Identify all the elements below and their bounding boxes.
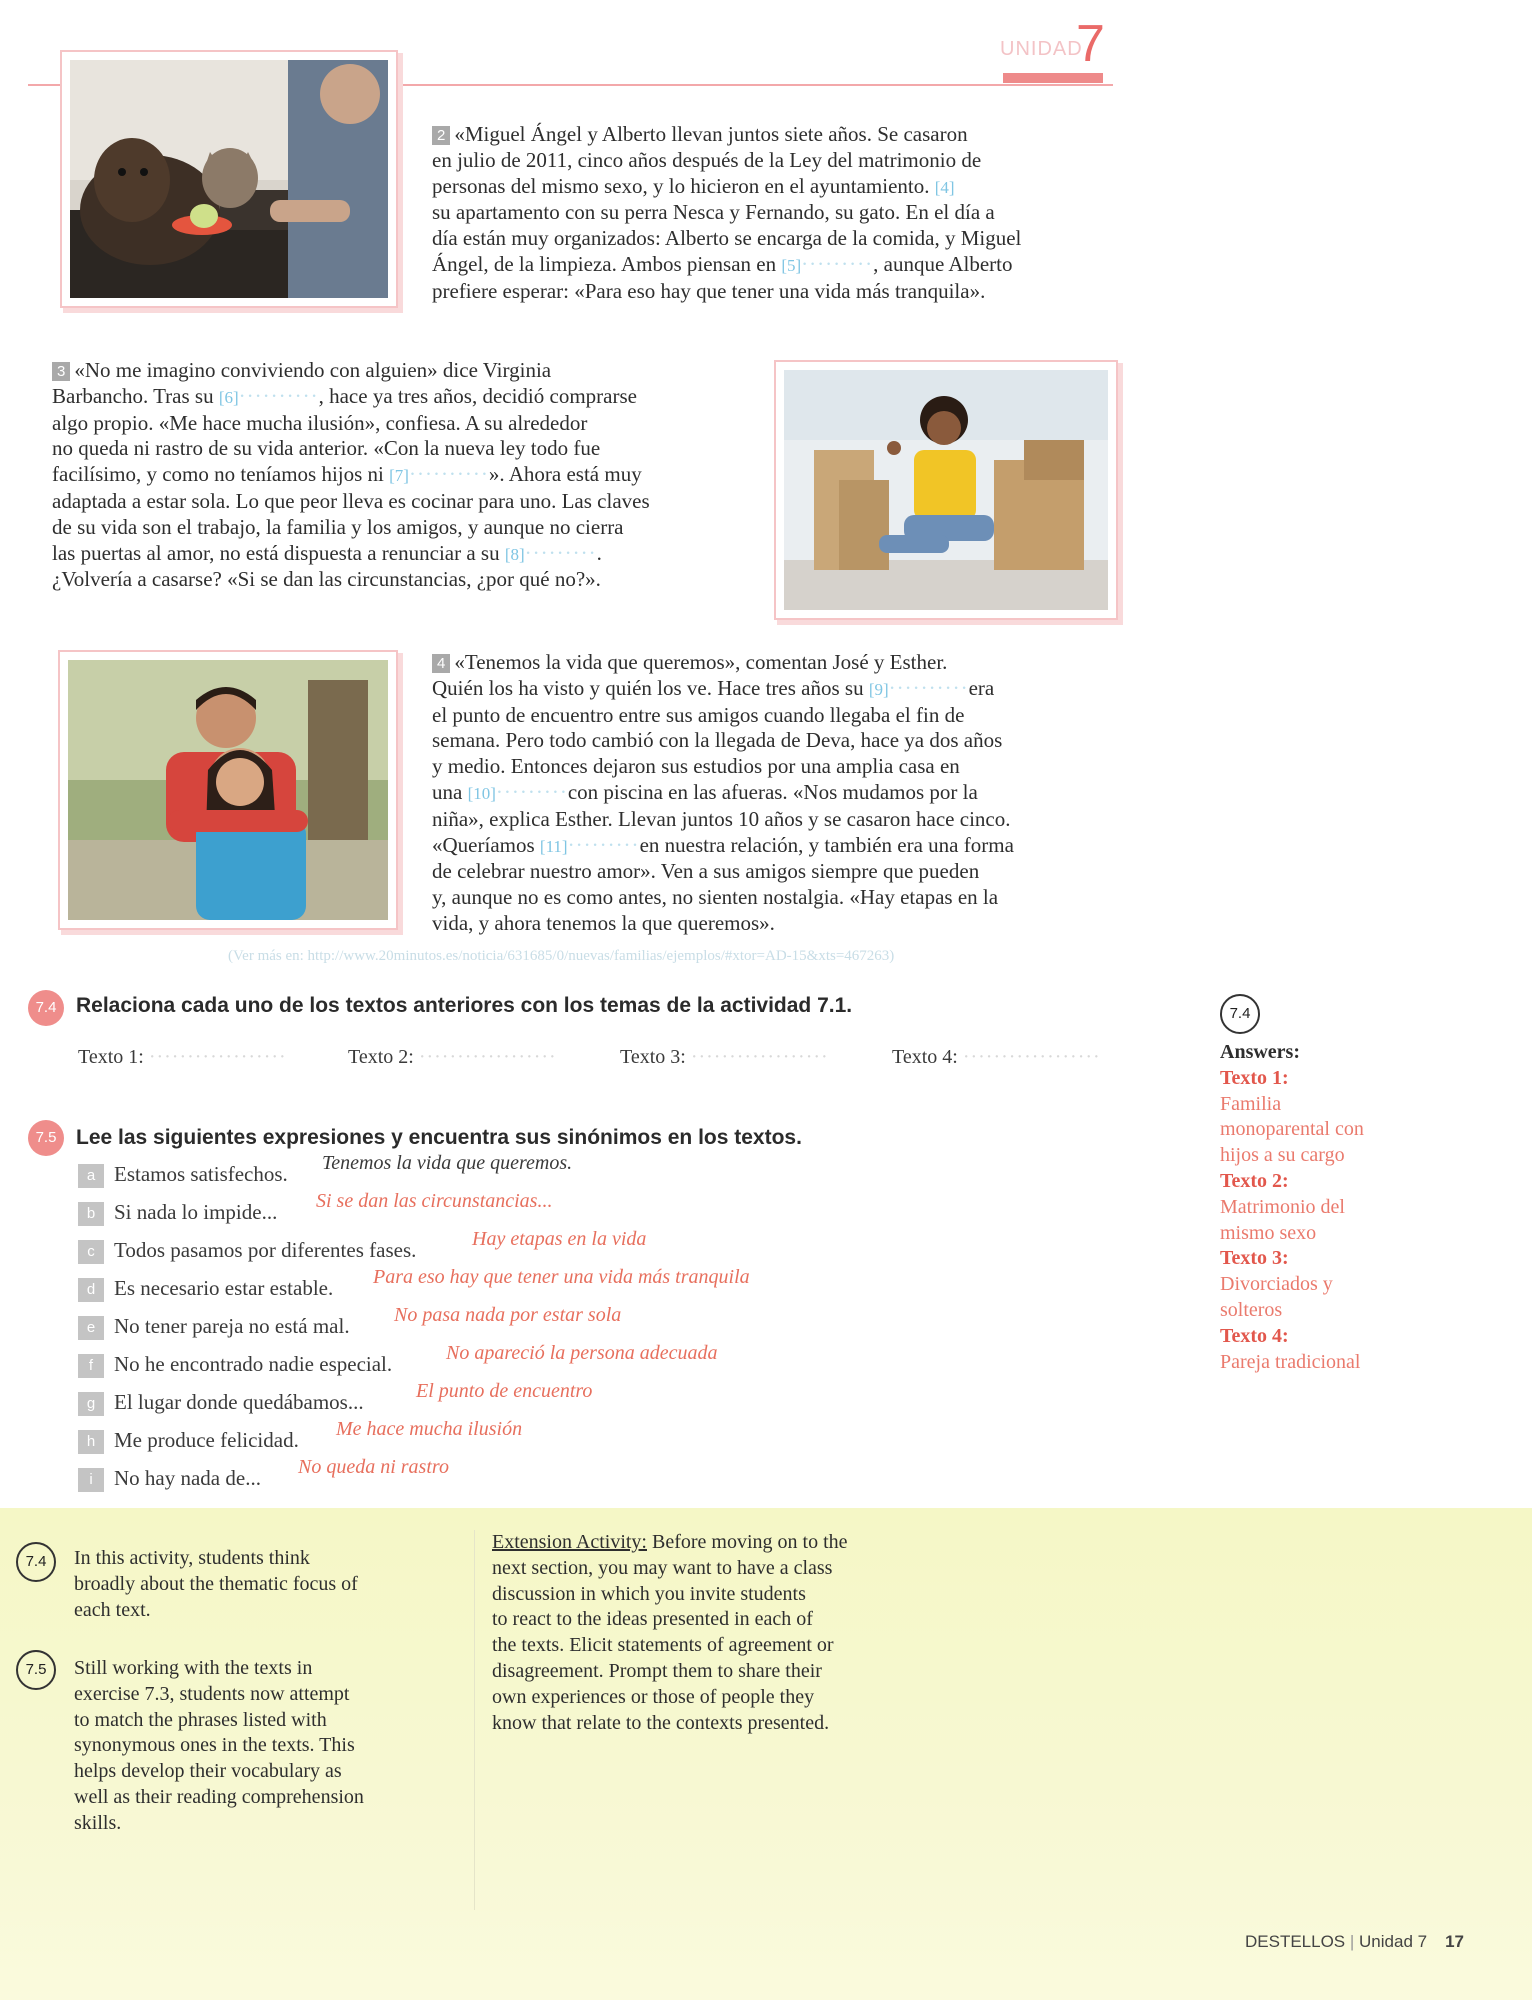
text-4-line-11: vida, y ahora tenemos la que queremos».	[432, 910, 775, 935]
expression-answer: Si se dan las circunstancias...	[316, 1190, 553, 1212]
texto-3-answer	[620, 1046, 829, 1069]
note-line: In this activity, students think	[74, 1547, 310, 1569]
text-4-line-2b: era	[968, 675, 995, 700]
text-2	[432, 122, 1112, 305]
text-4-line-4: semana. Pero todo cambió con la llegada de Deva, hace ya dos años	[432, 728, 1003, 753]
answer-texto-2-line: mismo sexo	[1220, 1221, 1317, 1244]
blank-10: [10]	[467, 783, 496, 803]
answers-sidebar	[1220, 1040, 1440, 1375]
page-footer: DESTELLOS | Unidad 7 17	[1245, 1932, 1465, 1951]
text-4-line-8a: «Queríamos	[432, 832, 540, 857]
text-3-line-9: ¿Volvería a casarse? «Si se dan las circunstancias, ¿por qué no?».	[52, 567, 601, 592]
letter-box: d	[78, 1278, 104, 1302]
text-2-line-6: Ángel, de la limpieza. Ambos piensan en	[432, 251, 782, 276]
note-7-4-badge: 7.4	[16, 1542, 56, 1582]
extension-line: disagreement. Prompt them to share their	[492, 1659, 822, 1682]
blank-4: [4]	[934, 177, 955, 197]
expression-phrase: Si nada lo impide...	[114, 1200, 278, 1224]
texto-4-answer	[892, 1046, 1101, 1069]
text-3-line-8b: .	[596, 540, 602, 565]
text-4-line-6a: una	[432, 779, 468, 804]
answer-dots: ··················	[148, 1046, 287, 1068]
text-2-line-7: prefiere esperar: «Para eso hay que tener una vida más tranquila».	[432, 278, 986, 303]
expression-answer: No queda ni rastro	[298, 1456, 449, 1478]
text-4-line-3: el punto de encuentro entre sus amigos cuando llegaba el fin de	[432, 702, 965, 727]
expression-phrase: No hay nada de...	[114, 1466, 261, 1490]
footer-book: DESTELLOS	[1245, 1932, 1346, 1951]
answer-texto-2-line: Matrimonio del	[1220, 1195, 1345, 1218]
blank-11: [11]	[539, 836, 568, 856]
note-line: exercise 7.3, students now attempt	[74, 1682, 350, 1705]
expression-phrase: Estamos satisfechos.	[114, 1162, 288, 1186]
expression-phrase: No tener pareja no está mal.	[114, 1314, 350, 1338]
text-3	[52, 358, 762, 593]
photo-man-with-pets	[62, 52, 396, 306]
text-number-badge: 3	[52, 362, 70, 381]
footer-unit: Unidad 7	[1359, 1932, 1428, 1951]
text-3-line-4: no queda ni rastro de su vida anterior. «Con la nueva ley todo fue	[52, 436, 601, 461]
text-3-line-3: algo propio. «Me hace mucha ilusión», confiesa. A su alrededor	[52, 410, 588, 435]
answer-texto-3-label: Texto 3:	[1220, 1247, 1289, 1270]
answer-texto-1-line: Familia	[1220, 1092, 1282, 1115]
answer-texto-1-line: hijos a su cargo	[1220, 1144, 1345, 1167]
note-line: helps develop their vocabulary as	[74, 1760, 342, 1783]
note-7-5-badge: 7.5	[16, 1650, 56, 1690]
texto-3-label: Texto 3:	[620, 1046, 686, 1068]
letter-box: c	[78, 1240, 104, 1264]
blank-10-dots: ·········	[495, 779, 568, 804]
answer-texto-3-line: solteros	[1220, 1298, 1283, 1321]
expression-answer: No apareció la persona adecuada	[446, 1342, 718, 1364]
letter-box: a	[78, 1164, 104, 1188]
answer-dots: ··················	[690, 1046, 829, 1068]
blank-8: [8]	[504, 544, 525, 564]
text-2-line-2: en julio de 2011, cinco años después de la Ley del matrimonio de	[432, 147, 982, 172]
letter-box: h	[78, 1430, 104, 1454]
page-number: 17	[1445, 1932, 1465, 1951]
extension-line: know that relate to the contexts presented.	[492, 1711, 830, 1734]
activity-7-4-badge: 7.4	[28, 990, 64, 1026]
text-3-line-2a: Barbancho. Tras su	[52, 383, 219, 408]
text-number-badge: 4	[432, 654, 450, 673]
text-4-line-5: y medio. Entonces dejaron sus estudios por una amplia casa en	[432, 754, 960, 779]
answers-heading: Answers:	[1220, 1041, 1300, 1063]
answer-dots: ··················	[418, 1046, 557, 1068]
answer-dots: ··················	[962, 1046, 1101, 1068]
extension-line: the texts. Elicit statements of agreement or	[492, 1634, 834, 1657]
text-2-line-6-end: , aunque Alberto	[873, 251, 1013, 276]
extension-line: discussion in which you invite students	[492, 1582, 806, 1605]
blank-9: [9]	[868, 679, 889, 699]
source-link[interactable]: (Ver más en: http://www.20minutos.es/noticia/631685/0/nuevas/familias/ejemplos/#xtor=AD-15&xts=467263)	[228, 948, 895, 964]
answer-texto-4-line: Pareja tradicional	[1220, 1350, 1361, 1373]
texto-1-label: Texto 1:	[78, 1046, 144, 1068]
note-line: to match the phrases listed with	[74, 1708, 327, 1731]
text-4-line-9: de celebrar nuestro amor». Ven a sus amigos siempre que pueden	[432, 859, 980, 884]
note-line: synonymous ones in the texts. This	[74, 1734, 355, 1757]
blank-8-dots: ·········	[524, 540, 597, 565]
text-4-line-6b: con piscina en las afueras. «Nos mudamos por la	[567, 779, 978, 804]
blank-7: [7]	[389, 466, 409, 486]
expression-phrase: Es necesario estar estable.	[114, 1276, 334, 1300]
expression-answer: No pasa nada por estar sola	[394, 1304, 622, 1326]
note-line: each text.	[74, 1598, 151, 1621]
text-2-line-4: su apartamento con su perra Nesca y Fernando, su gato. En el día a	[432, 200, 995, 225]
texto-2-label: Texto 2:	[348, 1046, 414, 1068]
expression-answer: El punto de encuentro	[416, 1380, 593, 1402]
notes-divider	[474, 1530, 475, 1910]
expression-answer: Hay etapas en la vida	[472, 1228, 647, 1250]
extension-activity	[492, 1530, 972, 1736]
letter-box: f	[78, 1354, 104, 1378]
text-4	[432, 650, 1122, 937]
activity-7-5-badge: 7.5	[28, 1120, 64, 1156]
extension-line: to react to the ideas presented in each of	[492, 1608, 813, 1631]
text-number-badge: 2	[432, 126, 450, 145]
blank-9-dots: ··········	[888, 675, 969, 700]
text-3-line-2b: , hace ya tres años, decidió comprarse	[318, 383, 637, 408]
text-3-line-1: «No me imagino conviviendo con alguien» dice Virginia	[74, 358, 552, 382]
text-3-line-8a: las puertas al amor, no está dispuesta a renunciar a su	[52, 540, 505, 565]
photo-couple	[60, 652, 396, 928]
note-7-5	[74, 1656, 464, 1837]
texto-1-answer	[78, 1046, 287, 1069]
blank-11-dots: ·········	[567, 832, 640, 857]
expression-phrase: Todos pasamos por diferentes fases.	[114, 1238, 417, 1262]
expression-phrase: No he encontrado nadie especial.	[114, 1352, 393, 1376]
blank-5: [5]	[781, 255, 802, 275]
expression-answer: Tenemos la vida que queremos.	[322, 1152, 573, 1174]
text-4-line-7: niña», explica Esther. Llevan juntos 10 años y se casaron hace cinco.	[432, 806, 1011, 831]
texto-4-label: Texto 4:	[892, 1046, 958, 1068]
expression-phrase: El lugar donde quedábamos...	[114, 1390, 364, 1414]
expression-phrase: Me produce felicidad.	[114, 1428, 299, 1452]
answer-texto-1-line: monoparental con	[1220, 1118, 1364, 1141]
text-4-line-10: y, aunque no es como antes, no sienten nostalgia. «Hay etapas en la	[432, 885, 999, 910]
unit-bar	[1003, 73, 1103, 83]
extension-line: own experiences or those of people they	[492, 1685, 815, 1708]
text-2-line-3: personas del mismo sexo, y lo hicieron en el ayuntamiento.	[432, 173, 935, 198]
answer-texto-2-label: Texto 2:	[1220, 1169, 1289, 1192]
answer-texto-4-label: Texto 4:	[1220, 1324, 1289, 1347]
note-line: skills.	[74, 1811, 122, 1834]
unit-number: 7	[1076, 15, 1105, 73]
text-3-line-5b: ». Ahora está muy	[488, 462, 642, 487]
texto-2-answer	[348, 1046, 557, 1069]
text-4-line-1: «Tenemos la vida que queremos», comentan José y Esther.	[454, 650, 948, 674]
note-line: broadly about the thematic focus of	[74, 1572, 358, 1595]
answer-texto-3-line: Divorciados y	[1220, 1273, 1333, 1296]
blank-7-dots: ··········	[408, 462, 489, 487]
text-2-line-1: «Miguel Ángel y Alberto llevan juntos siete años. Se casaron	[454, 122, 968, 146]
blank-6-dots: ··········	[238, 383, 319, 408]
unit-label: UNIDAD	[1000, 38, 1083, 60]
activity-7-4-title: Relaciona cada uno de los textos anteriores con los temas de la actividad 7.1.	[76, 994, 853, 1017]
extension-first: Before moving on to the	[647, 1531, 848, 1553]
expression-answer: Me hace mucha ilusión	[336, 1418, 523, 1440]
text-3-line-5a: facilísimo, y como no teníamos hijos ni	[52, 462, 390, 487]
expression-answer: Para eso hay que tener una vida más tranquila	[373, 1266, 750, 1288]
letter-box: b	[78, 1202, 104, 1226]
text-2-line-5: día están muy organizados: Alberto se encarga de la comida, y Miguel	[432, 226, 1022, 251]
note-line: well as their reading comprehension	[74, 1785, 364, 1808]
photo-woman-with-boxes	[776, 362, 1116, 618]
sidebar-7-4-badge: 7.4	[1220, 994, 1260, 1034]
letter-box: e	[78, 1316, 104, 1340]
blank-5-dots: ·········	[801, 251, 874, 276]
letter-box: g	[78, 1392, 104, 1416]
text-3-line-6: adaptada a estar sola. Lo que peor lleva es cocinar para uno. Las claves	[52, 488, 650, 513]
note-7-4	[74, 1546, 454, 1623]
text-4-line-8b: en nuestra relación, y también era una forma	[639, 832, 1014, 857]
answer-texto-1-label: Texto 1:	[1220, 1066, 1289, 1089]
extension-line: next section, you may want to have a class	[492, 1556, 833, 1579]
blank-6: [6]	[218, 387, 239, 407]
text-4-line-2a: Quién los ha visto y quién los ve. Hace tres años su	[432, 675, 869, 700]
extension-title: Extension Activity:	[492, 1531, 647, 1553]
activity-7-5-title: Lee las siguientes expresiones y encuentra sus sinónimos en los textos.	[76, 1126, 802, 1149]
text-3-line-7: de su vida son el trabajo, la familia y los amigos, y aunque no cierra	[52, 514, 624, 539]
letter-box: i	[78, 1468, 104, 1492]
note-line: Still working with the texts in	[74, 1657, 313, 1679]
